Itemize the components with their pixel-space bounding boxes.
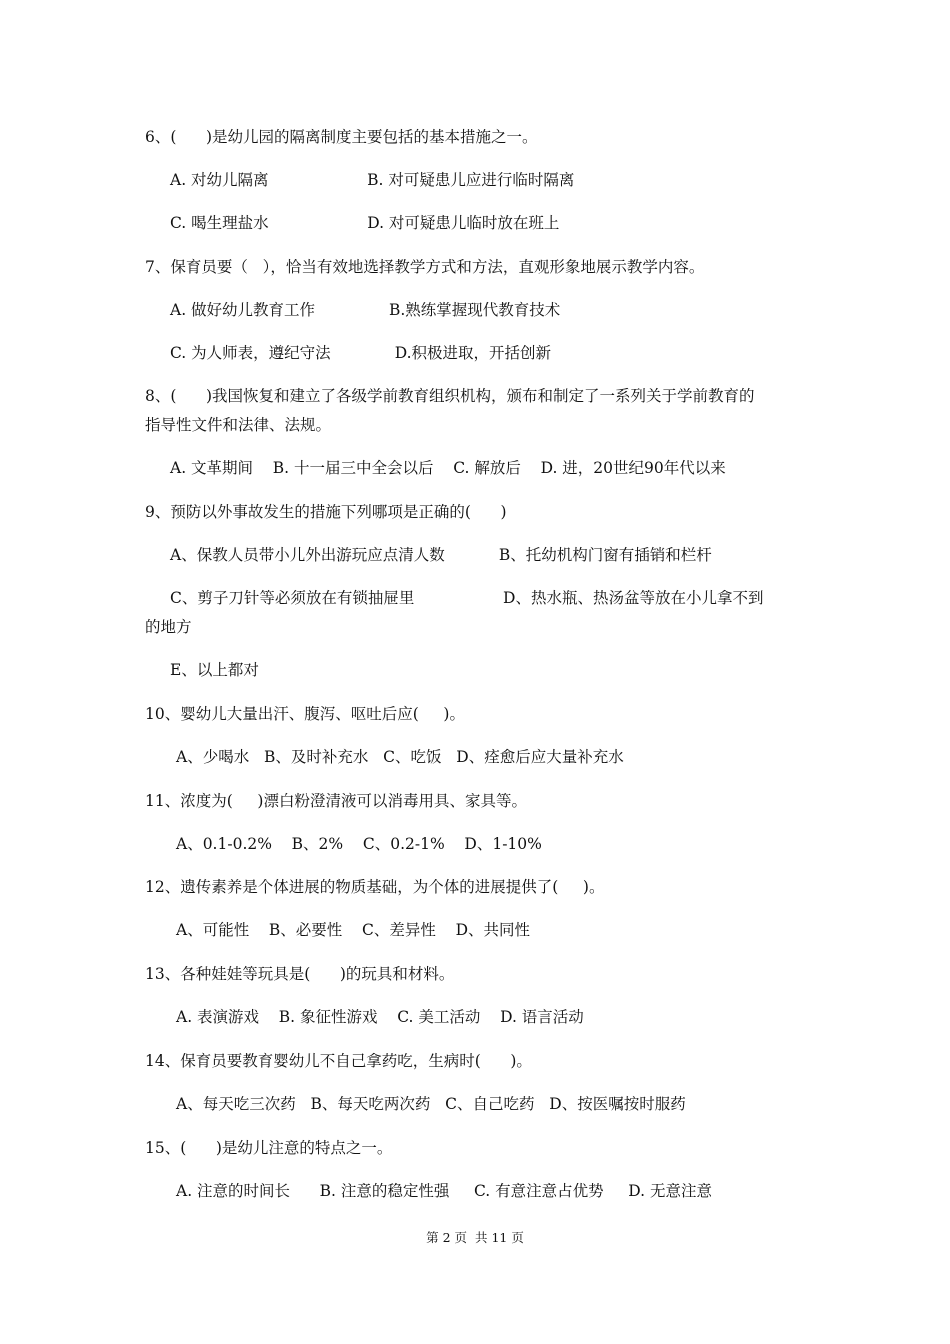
- q11-options: A、0.1-0.2% B、2% C、0.2-1% D、1-10%: [176, 835, 542, 853]
- q13-options: A. 表演游戏 B. 象征性游戏 C. 美工活动 D. 语言活动: [176, 1008, 584, 1026]
- q9-options-row1: A、保教人员带小儿外出游玩应点清人数 B、托幼机构门窗有插销和栏杆: [170, 546, 712, 564]
- q12-options: A、可能性 B、必要性 C、差异性 D、共同性: [176, 921, 530, 939]
- q11-stem: 11、浓度为( )漂白粉澄清液可以消毒用具、家具等。: [145, 792, 527, 810]
- q7-options-row1: A. 做好幼儿教育工作 B.熟练掌握现代教育技术: [170, 301, 561, 319]
- q15-stem: 15、( )是幼儿注意的特点之一。: [145, 1139, 393, 1157]
- q9-options-row2: C、剪子刀针等必须放在有锁抽屉里 D、热水瓶、热汤盆等放在小儿拿不到: [170, 589, 764, 607]
- q7-options-row2: C. 为人师表，遵纪守法 D.积极进取，开括创新: [170, 344, 552, 362]
- q9-stem: 9、预防以外事故发生的措施下列哪项是正确的( ): [145, 503, 507, 521]
- q6-options-row2: C. 喝生理盐水 D. 对可疑患儿临时放在班上: [170, 214, 560, 232]
- q7-stem: 7、保育员要（ ），恰当有效地选择教学方式和方法，直观形象地展示教学内容。: [145, 258, 705, 276]
- q15-options: A. 注意的时间长 B. 注意的稳定性强 C. 有意注意占优势 D. 无意注意: [176, 1182, 713, 1200]
- q12-stem: 12、遗传素养是个体进展的物质基础，为个体的进展提供了( )。: [145, 878, 605, 896]
- q8-stem-continued: 指导性文件和法律、法规。: [145, 416, 332, 434]
- q14-stem: 14、保育员要教育婴幼儿不自己拿药吃，生病时( )。: [145, 1052, 532, 1070]
- q6-options-row1: A. 对幼儿隔离 B. 对可疑患儿应进行临时隔离: [170, 171, 575, 189]
- q10-stem: 10、婴幼儿大量出汗、腹泻、呕吐后应( )。: [145, 705, 465, 723]
- q13-stem: 13、各种娃娃等玩具是( )的玩具和材料。: [145, 965, 455, 983]
- q6-stem: 6、( )是幼儿园的隔离制度主要包括的基本措施之一。: [145, 128, 538, 146]
- q10-options: A、少喝水 B、及时补充水 C、吃饭 D、痊愈后应大量补充水: [176, 748, 624, 766]
- q8-stem: 8、( )我国恢复和建立了各级学前教育组织机构，颁布和制定了一系列关于学前教育的: [145, 387, 755, 405]
- q8-options: A. 文革期间 B. 十一届三中全会以后 C. 解放后 D. 进，20世纪90年代以来: [170, 459, 726, 477]
- page-number-footer: 第 2 页 共 11 页: [426, 1230, 524, 1245]
- q9-options-row3: E、以上都对: [170, 661, 259, 679]
- q9-options-row2-continued: 的地方: [145, 618, 192, 636]
- q14-options: A、每天吃三次药 B、每天吃两次药 C、自己吃药 D、按医嘱按时服药: [176, 1095, 686, 1113]
